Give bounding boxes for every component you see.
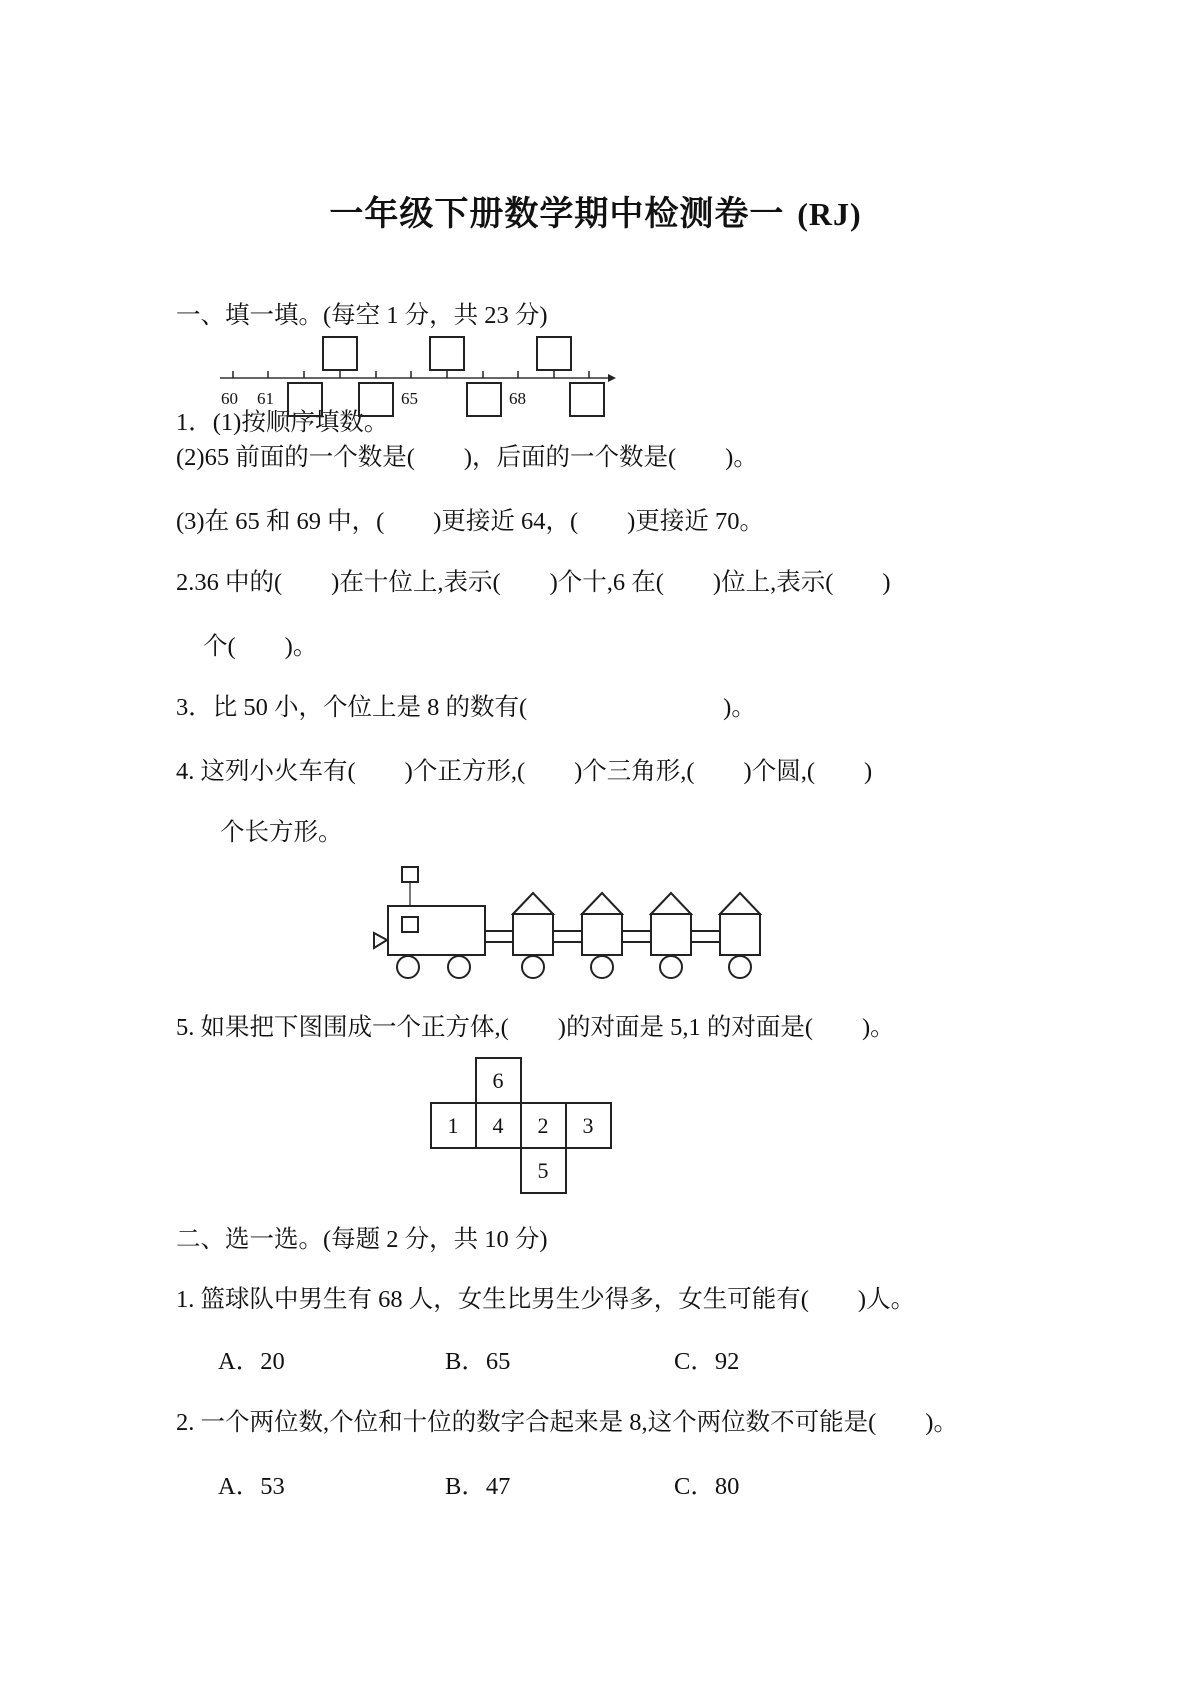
answer-boxes-below xyxy=(288,383,604,416)
number-line xyxy=(0,0,1191,440)
tick-label-61: 61 xyxy=(257,389,274,408)
option-2c[interactable]: C．80 xyxy=(674,1473,740,1500)
question-4-line1: 4. 这列小火车有( )个正方形,( )个三角形,( )个圆,( ) xyxy=(176,758,873,785)
question-1-3: (3)在 65 和 69 中，( )更接近 64，( )更接近 70。 xyxy=(176,508,764,535)
option-1a[interactable]: A．20 xyxy=(218,1348,285,1375)
tick-label-65: 65 xyxy=(401,389,418,408)
question-5: 5. 如果把下图围成一个正方体,( )的对面是 5,1 的对面是( )。 xyxy=(176,1014,895,1041)
face-3: 3 xyxy=(582,1113,594,1138)
window-square xyxy=(402,917,418,932)
face-4: 4 xyxy=(492,1113,504,1138)
tick-label-68: 68 xyxy=(509,389,526,408)
tick-label-60: 60 xyxy=(221,389,238,408)
question-1-2: (2)65 前面的一个数是( )，后面的一个数是( )。 xyxy=(176,444,758,471)
option-2a[interactable]: A．53 xyxy=(218,1473,285,1500)
answer-boxes-above xyxy=(323,337,571,370)
face-2: 2 xyxy=(537,1113,549,1138)
cube-net xyxy=(0,1050,1191,1200)
question-4-line2: 个长方形。 xyxy=(220,819,343,846)
choice-question-1: 1. 篮球队中男生有 68 人，女生比男生少得多，女生可能有( )人。 xyxy=(176,1286,916,1313)
question-3: 3．比 50 小，个位上是 8 的数有( )。 xyxy=(176,694,756,721)
title-suffix: (RJ) xyxy=(797,196,862,232)
chimney-square xyxy=(402,867,418,882)
section2-header: 二、选一选。(每题 2 分，共 10 分) xyxy=(176,1226,548,1253)
train-figure xyxy=(0,850,1191,990)
face-1: 1 xyxy=(447,1113,459,1138)
front-triangle xyxy=(374,933,387,948)
question-2-line2: 个( )。 xyxy=(203,633,318,660)
question-2-line1: 2.36 中的( )在十位上,表示( )个十,6 在( )位上,表示( ) xyxy=(176,569,891,596)
option-2b[interactable]: B．47 xyxy=(445,1473,511,1500)
section1-header: 一、填一填。(每空 1 分，共 23 分) xyxy=(176,302,548,329)
title-text: 一年级下册数学期中检测卷一 xyxy=(329,194,798,234)
face-bottom: 5 xyxy=(537,1158,549,1183)
option-1b[interactable]: B．65 xyxy=(445,1348,511,1375)
face-top: 6 xyxy=(492,1068,504,1093)
choice-question-2: 2. 一个两位数,个位和十位的数字合起来是 8,这个两位数不可能是( )。 xyxy=(176,1409,958,1436)
option-1c[interactable]: C．92 xyxy=(674,1348,740,1375)
question-1-1: 1．(1)按顺序填数。 xyxy=(176,409,389,436)
